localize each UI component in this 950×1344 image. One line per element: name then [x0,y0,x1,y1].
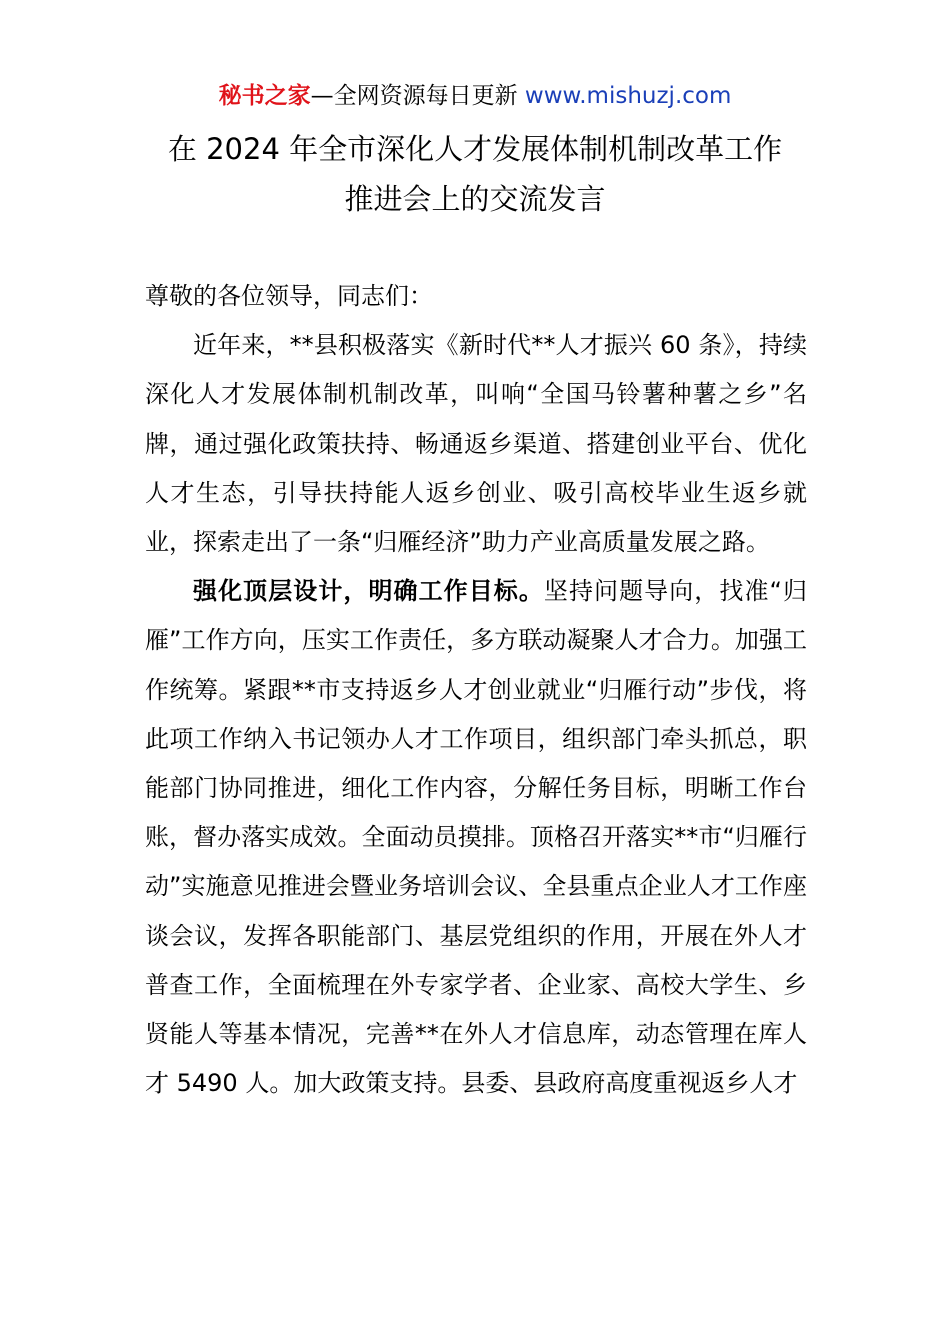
paragraph-2 [145,567,807,1108]
salutation: 尊敬的各位领导，同志们： [145,282,433,310]
document-title-line-1: 在 2024 年全市深化人才发展体制机制改革工作 [167,132,783,166]
document-title-line-2: 推进会上的交流发言 [344,182,606,216]
document-title [60,124,890,224]
paragraph-1: 近年来，**县积极落实《新时代**人才振兴 60 条》，持续深化人才发展体制机制改革，叫响“全国马铃薯种薯之乡”名牌，通过强化政策扶持、畅通返乡渠道、搭建创业平台、优化人才生态，引导扶持能人返乡创业、吸引高校毕业生返乡就业，探索走出了一条“归雁经济”助力产业高质量发展之路。 [145,331,807,557]
site-header [0,80,950,112]
paragraph-2-lead: 强化顶层设计，明确工作目标。 [193,577,544,606]
site-url-link[interactable]: www.mishuzj.com [524,83,732,109]
site-tagline: —全网资源每日更新 [310,83,518,109]
site-brand: 秘书之家 [218,83,311,109]
paragraph-2-body: 坚持问题导向，找准“归雁”工作方向，压实工作责任，多方联动凝聚人才合力。加强工作统筹。紧跟**市支持返乡人才创业就业“归雁行动”步伐，将此项工作纳入书记领办人才工作项目，组织部门牵头抓总，职能部门协同推进，细化工作内容，分解任务目标，明晰工作台账，督办落实成效。全面动员摸排。顶格召开落实**市“归雁行动”实施意见推进会暨业务培训会议、全县重点企业人才工作座谈会议，发挥各职能部门、基层党组织的作用，开展在外人才普查工作，全面梳理在外专家学者、企业家、高校大学生、乡贤能人等基本情况，完善**在外人才信息库，动态管理在库人才 5490 人。加大政策支持。县委、县政府高度重视返乡人才 [145,577,808,1098]
document-body [145,272,807,1108]
